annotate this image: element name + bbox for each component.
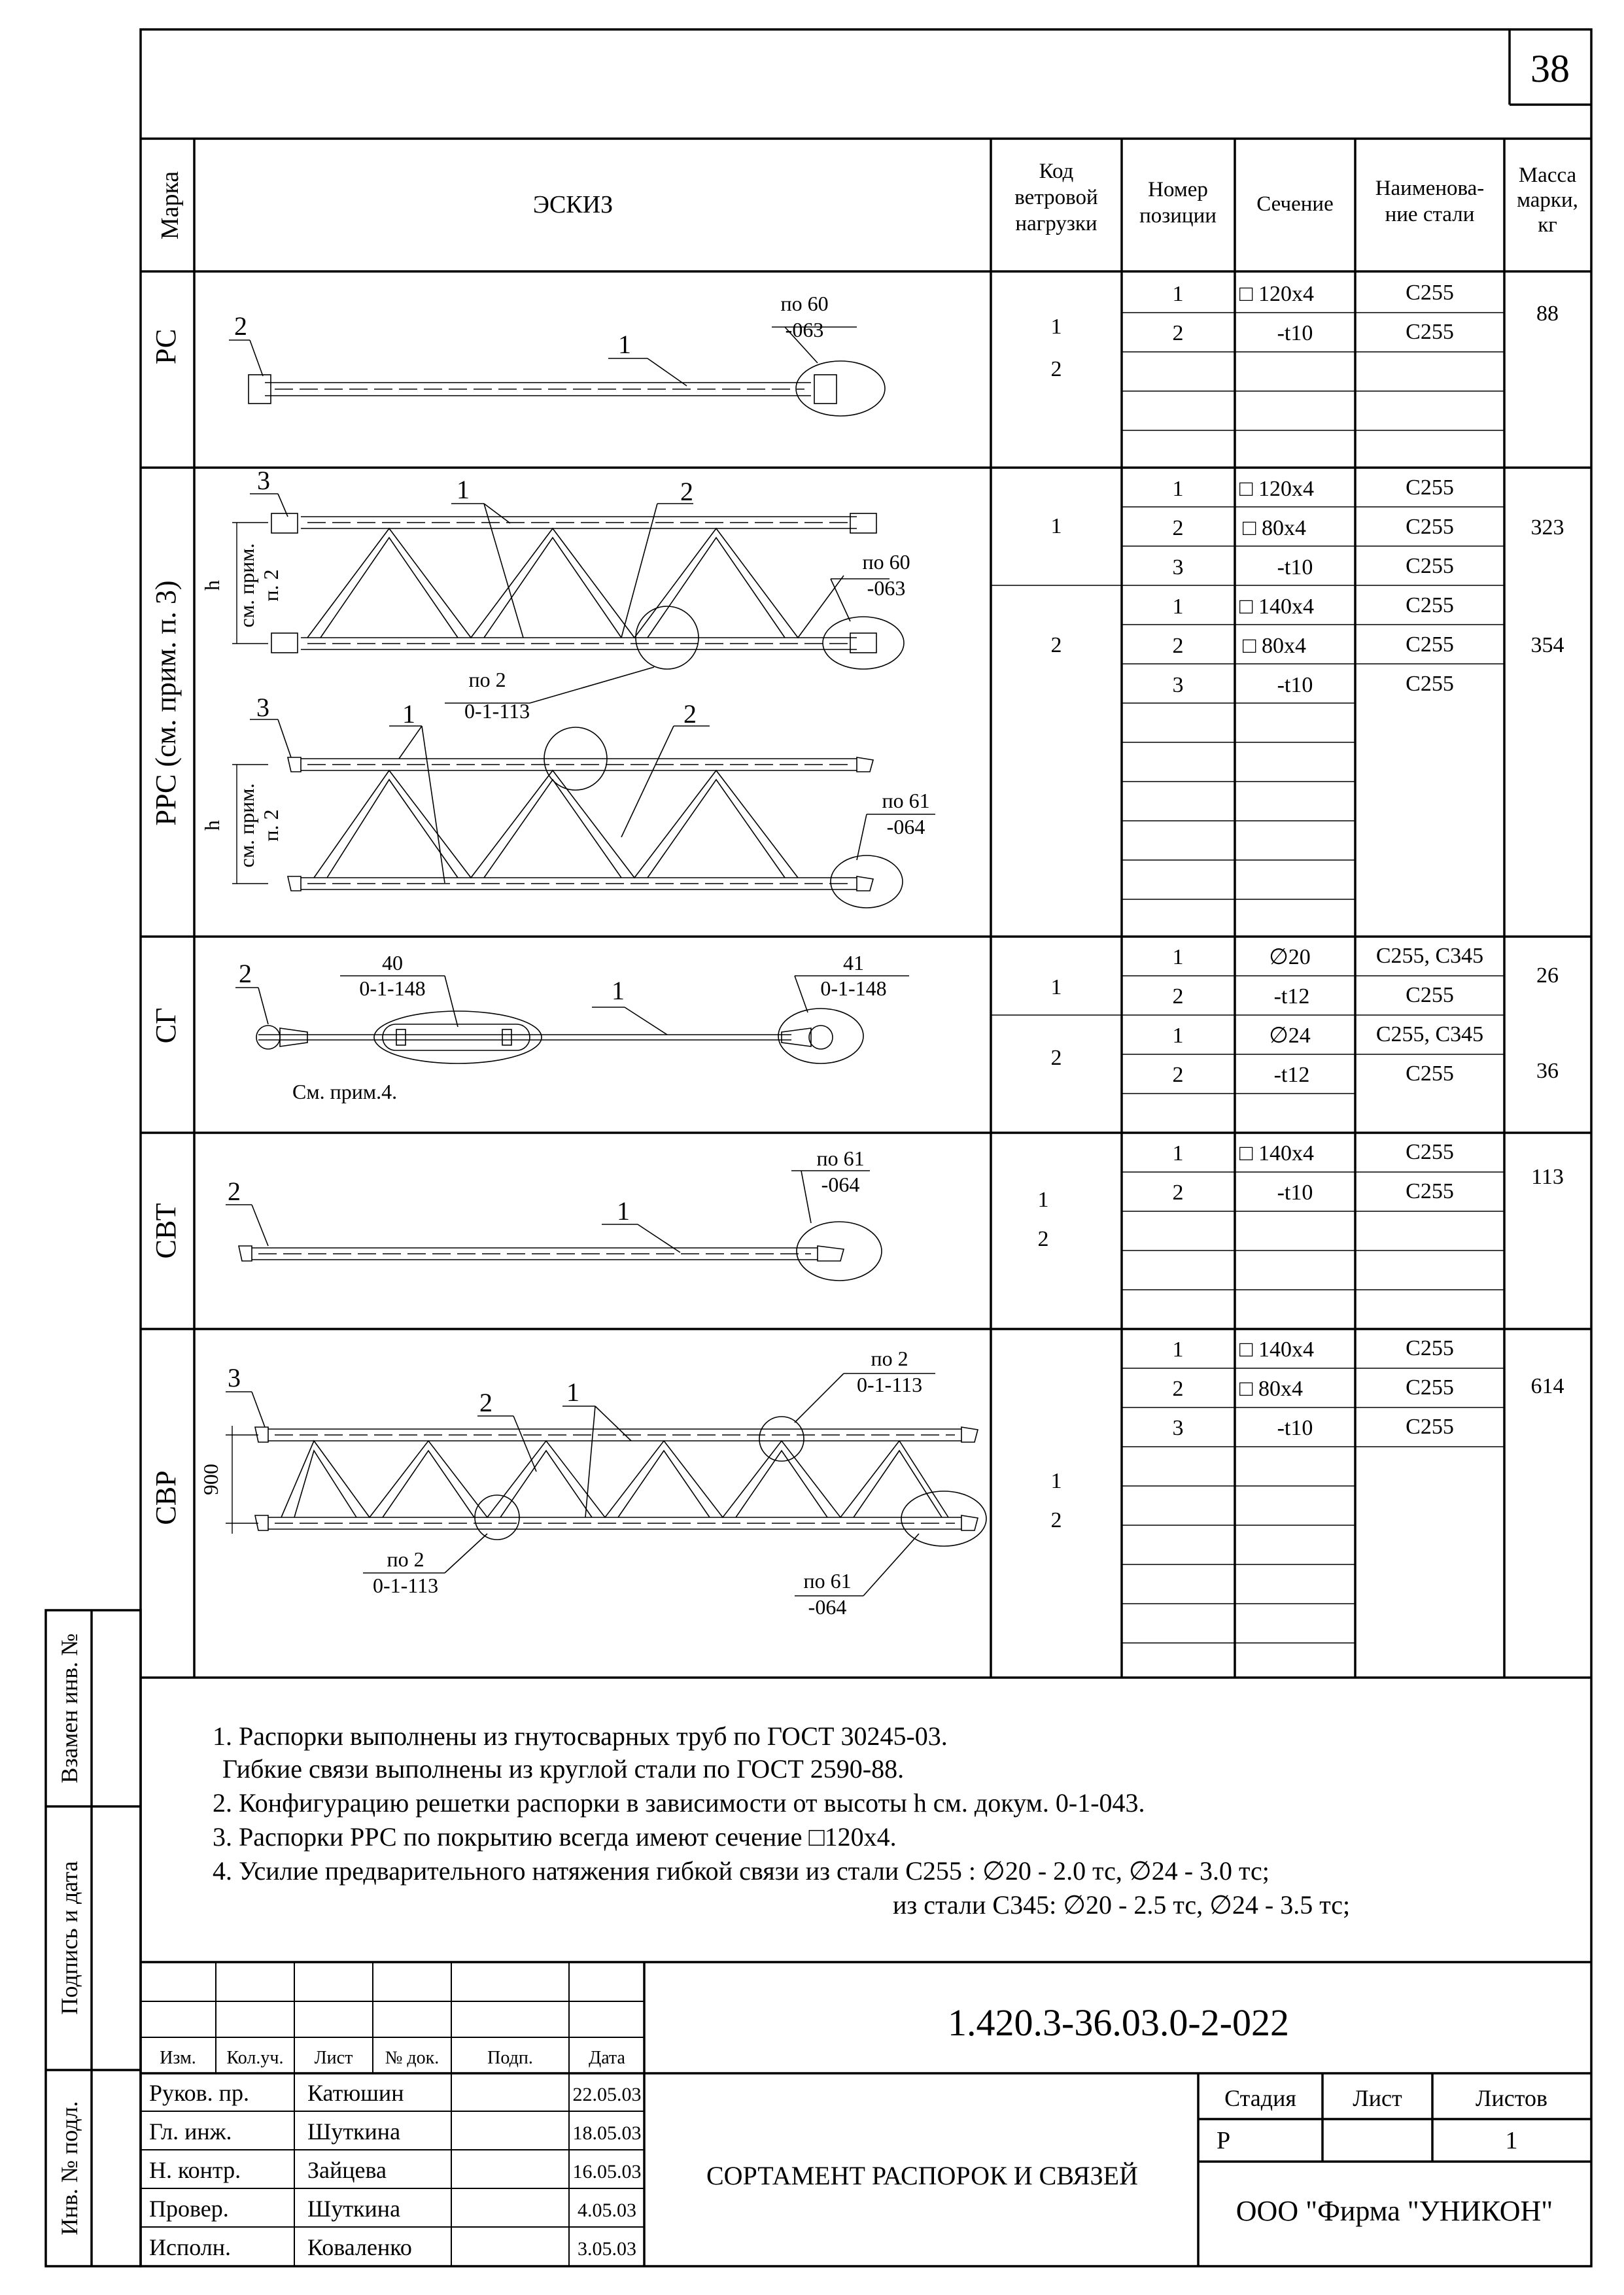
signer-name: Коваленко [307, 2234, 412, 2260]
sketch-label: -064 [886, 815, 925, 838]
code: 1 [1050, 315, 1062, 339]
note-line: Гибкие связи выполнены из круглой стали по ГОСТ 2590-88. [222, 1754, 905, 1784]
mark-svt: СВТ [150, 1203, 182, 1259]
header-sechenie: Сечение [1256, 192, 1334, 216]
pos: 3 [1172, 1416, 1184, 1440]
frame [141, 29, 1591, 2266]
sketch-label: 0-1-148 [359, 976, 426, 1000]
stamp-inv: Инв. № подл. [56, 2101, 82, 2235]
dim-note: см. прим. [235, 543, 258, 628]
table-row [1173, 1140, 1454, 1165]
sketch-label: 1 [402, 699, 415, 729]
steel: C255, C345 [1375, 1022, 1484, 1046]
sec: □ 120x4 [1239, 282, 1315, 306]
signer-date: 4.05.03 [578, 2200, 636, 2221]
sketch-label: 1 [617, 1196, 630, 1226]
left-stamp [46, 1610, 141, 2266]
sec: □ 140x4 [1239, 595, 1315, 619]
rev-header: Изм. [160, 2048, 196, 2068]
steel: C255 [1406, 1415, 1454, 1439]
sec: ∅24 [1269, 1024, 1311, 1048]
note-line: 2. Конфигурацию решетки распорки в зависимости от высоты h см. докум. 0-1-043. [213, 1788, 1145, 1818]
signer-row [149, 2196, 636, 2222]
signer-date: 22.05.03 [572, 2084, 642, 2105]
table-row [1173, 1061, 1454, 1087]
sketch-label: 1 [566, 1377, 579, 1407]
sketch-label: по 61 [803, 1569, 852, 1593]
sketch-label: по 61 [882, 789, 930, 812]
header-kod-2: ветровой [1014, 186, 1098, 209]
sketch-label: по 60 [780, 292, 829, 315]
header-massa-2: марки, [1517, 188, 1578, 212]
code: 2 [1037, 1227, 1049, 1251]
mass: 614 [1530, 1374, 1564, 1398]
sec: □ 140x4 [1239, 1141, 1315, 1165]
steel: C255 [1406, 1375, 1454, 1400]
code: 1 [1050, 975, 1062, 999]
notes [213, 1721, 1350, 1920]
table-row [1173, 1375, 1454, 1401]
header-nomer-1: Номер [1148, 178, 1208, 201]
steel: C255, C345 [1375, 944, 1484, 968]
signer-name: Зайцева [307, 2157, 387, 2183]
mass: 354 [1530, 633, 1564, 657]
dim-note: п. 2 [259, 569, 283, 602]
table-row [1173, 944, 1484, 969]
sketch-label: 41 [843, 951, 864, 975]
code: 1 [1050, 514, 1062, 538]
rev-header: Кол.уч. [226, 2048, 284, 2068]
sec: -t10 [1277, 673, 1313, 697]
rev-header: Дата [589, 2048, 625, 2068]
dim-h: h [200, 580, 224, 591]
sketch-label: 3 [256, 693, 269, 722]
header-kod-1: Код [1039, 160, 1074, 183]
signer-role: Гл. инж. [149, 2118, 232, 2145]
steel: C255 [1406, 320, 1454, 344]
sketch-svt [226, 1171, 882, 1281]
note-line: из стали С345: ∅20 - 2.5 тс, ∅24 - 3.5 тс; [893, 1890, 1351, 1920]
signer-date: 3.05.03 [578, 2238, 636, 2260]
header-massa-1: Масса [1518, 164, 1577, 187]
stamp-vzamen: Взамен инв. № [56, 1633, 82, 1784]
header-naimen-2: ние стали [1385, 203, 1475, 226]
pos: 1 [1172, 1141, 1184, 1165]
sec: □ 140x4 [1239, 1337, 1315, 1362]
table-row [1173, 320, 1454, 345]
signer-row [149, 2118, 642, 2145]
pos: 2 [1172, 984, 1184, 1009]
section-svt [150, 1140, 1564, 1290]
table-row [1173, 475, 1454, 501]
header-nomer-2: позиции [1139, 204, 1217, 228]
sketch-label: -063 [867, 576, 906, 600]
mass: 113 [1531, 1165, 1564, 1189]
header-kod-3: нагрузки [1015, 212, 1097, 235]
sketch-label: 1 [612, 976, 625, 1005]
pos: 2 [1172, 1181, 1184, 1205]
sketch-label: 2 [239, 959, 252, 988]
code: 1 [1037, 1188, 1049, 1212]
header-massa-3: кг [1538, 213, 1557, 237]
table-row [1173, 983, 1454, 1009]
sketch-label: 1 [457, 475, 470, 504]
pos: 1 [1172, 1024, 1184, 1048]
mass: 88 [1536, 302, 1559, 326]
signer-role: Провер. [149, 2196, 229, 2222]
code: 1 [1050, 1469, 1062, 1493]
rev-header: Подп. [487, 2048, 533, 2068]
steel: C255 [1406, 1061, 1454, 1086]
sketch-label: 3 [228, 1363, 241, 1392]
table-row [1173, 1336, 1454, 1362]
dim-900: 900 [199, 1464, 222, 1495]
sketch-label: по 2 [871, 1347, 908, 1370]
section-svr [150, 1336, 1564, 1643]
sketch-label: 3 [257, 466, 270, 495]
steel: C255 [1406, 475, 1454, 500]
sec: ∅20 [1269, 945, 1311, 969]
sec: □ 120x4 [1239, 477, 1315, 501]
table-row [1173, 1415, 1454, 1440]
mark-sg: СГ [150, 1007, 182, 1044]
doc-code: 1.420.3-36.03.0-2-022 [948, 2001, 1289, 2044]
signer-role: Исполн. [149, 2234, 231, 2260]
signer-name: Катюшин [307, 2080, 404, 2106]
pos: 2 [1172, 634, 1184, 658]
sketch-label: -064 [821, 1173, 860, 1196]
sec: -t12 [1273, 984, 1310, 1009]
steel: C255 [1406, 554, 1454, 578]
mark-rrs: РРС (см. прим. п. 3) [150, 580, 182, 826]
section-rrs [150, 466, 1564, 908]
sketch-label: -063 [785, 318, 824, 341]
signer-role: Руков. пр. [149, 2080, 249, 2106]
steel: C255 [1406, 672, 1454, 696]
lists-label: Листов [1476, 2085, 1547, 2111]
mass: 26 [1536, 963, 1559, 988]
sec: -t10 [1277, 555, 1313, 579]
header-marka: Марка [156, 171, 184, 240]
stage-value: Р [1217, 2127, 1231, 2154]
signer-row [149, 2080, 642, 2106]
pos: 3 [1172, 555, 1184, 579]
signer-date: 16.05.03 [572, 2161, 642, 2183]
sketch-svr [226, 1373, 986, 1596]
section-rs [150, 281, 1559, 430]
rev-header: № док. [385, 2048, 440, 2068]
steel: C255 [1406, 515, 1454, 539]
code: 2 [1050, 357, 1062, 381]
sketch-label: по 2 [387, 1547, 424, 1571]
lists-value: 1 [1505, 2127, 1518, 2154]
steel: C255 [1406, 983, 1454, 1007]
code: 2 [1050, 633, 1062, 657]
sketch-label: 2 [228, 1177, 241, 1206]
table-row [1173, 672, 1454, 697]
doc-title: СОРТАМЕНТ РАСПОРОК И СВЯЗЕЙ [706, 2161, 1139, 2190]
stage-label: Стадия [1224, 2085, 1296, 2111]
pos: 2 [1172, 516, 1184, 540]
dim-note: см. прим. [235, 783, 258, 868]
pos: 2 [1172, 1063, 1184, 1087]
table-row [1173, 1179, 1454, 1205]
sec: -t10 [1277, 1181, 1313, 1205]
signer-row [149, 2157, 642, 2183]
sketch-label: 2 [683, 699, 697, 729]
sketch-label: 0-1-113 [464, 699, 530, 723]
sketch-label: 2 [234, 311, 247, 341]
steel: C255 [1406, 593, 1454, 617]
sketch-label: 1 [618, 330, 631, 359]
table-row [1173, 281, 1454, 306]
note-line: 1. Распорки выполнены из гнутосварных труб по ГОСТ 30245-03. [213, 1721, 948, 1751]
sketch-label: 0-1-113 [856, 1373, 923, 1396]
sec: □ 80x4 [1243, 516, 1307, 540]
list-label: Лист [1353, 2085, 1402, 2111]
steel: C255 [1406, 1179, 1454, 1203]
table-row [1173, 632, 1454, 658]
note-line: 4. Усилие предварительного натяжения гибкой связи из стали С255 : ∅20 - 2.0 тс, ∅24 - 3.0 тс; [213, 1856, 1270, 1886]
title-block [141, 1962, 1591, 2266]
steel: C255 [1406, 1336, 1454, 1360]
company-name: ООО "Фирма "УНИКОН" [1235, 2195, 1553, 2227]
mark-svr: СВР [150, 1470, 182, 1525]
rev-header: Лист [314, 2048, 353, 2068]
code: 2 [1050, 1508, 1062, 1532]
pos: 1 [1172, 477, 1184, 501]
pos: 1 [1172, 595, 1184, 619]
steel: C255 [1406, 632, 1454, 657]
pos: 3 [1172, 673, 1184, 697]
section-sg [150, 944, 1559, 1103]
sec: -t10 [1277, 321, 1313, 345]
sketch-label: См. прим.4. [292, 1080, 398, 1103]
pos: 1 [1172, 1337, 1184, 1362]
code: 2 [1050, 1046, 1062, 1070]
table-header [156, 160, 1578, 239]
sketch-label: по 60 [862, 550, 910, 574]
note-line: 3. Распорки РРС по покрытию всегда имеют сечение □120x4. [213, 1822, 897, 1852]
sheet-number: 38 [1530, 47, 1570, 90]
steel: C255 [1406, 1140, 1454, 1164]
sec: -t12 [1273, 1063, 1310, 1087]
sketch-label: 2 [680, 477, 693, 506]
sec: □ 80x4 [1243, 634, 1307, 658]
header-eskiz: ЭСКИЗ [532, 191, 613, 218]
table-row [1173, 554, 1454, 579]
sketch-label: по 2 [468, 668, 506, 691]
signer-date: 18.05.03 [572, 2122, 642, 2144]
dim-h: h [200, 820, 224, 831]
sketch-label: 40 [382, 951, 403, 975]
steel: C255 [1406, 281, 1454, 305]
pos: 2 [1172, 1377, 1184, 1401]
sketch-label: 0-1-148 [820, 976, 887, 1000]
signer-role: Н. контр. [149, 2157, 241, 2183]
pos: 1 [1172, 945, 1184, 969]
pos: 2 [1172, 321, 1184, 345]
signer-name: Шуткина [307, 2118, 401, 2145]
table-row [1173, 515, 1454, 540]
signer-name: Шуткина [307, 2196, 401, 2222]
table-row [1173, 593, 1454, 619]
sketch-label: 0-1-113 [372, 1574, 439, 1597]
sketch-rrs-upper [232, 494, 904, 669]
mass: 36 [1536, 1059, 1559, 1083]
sketch-rrs-lower [232, 719, 935, 908]
table-row [1173, 1022, 1484, 1048]
dim-note: п. 2 [259, 809, 283, 842]
sketch-sg [235, 976, 909, 1063]
sec: -t10 [1277, 1416, 1313, 1440]
sketch-label: 2 [479, 1388, 492, 1417]
signer-row [149, 2234, 636, 2260]
stamp-podpis: Подпись и дата [56, 1861, 82, 2015]
mass: 323 [1530, 515, 1564, 540]
pos: 1 [1172, 282, 1184, 306]
sec: □ 80x4 [1239, 1377, 1304, 1401]
sketch-label: по 61 [816, 1147, 865, 1170]
header-naimen-1: Наименова- [1375, 177, 1485, 200]
sketch-label: -064 [808, 1595, 847, 1619]
mark-rs: РС [150, 328, 182, 365]
